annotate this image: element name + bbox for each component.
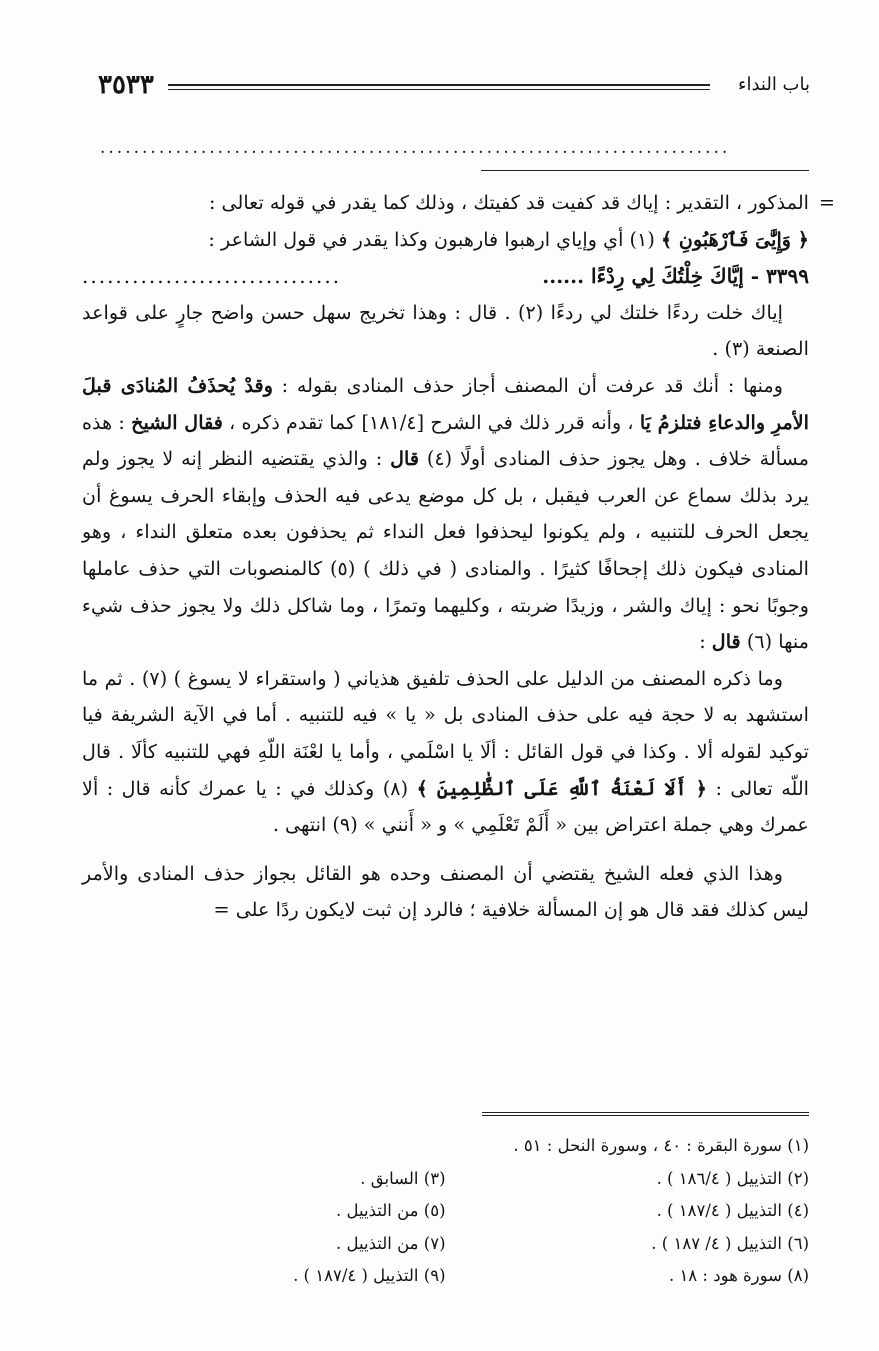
page-header <box>98 70 810 106</box>
header-rule <box>168 84 710 90</box>
page-number: ٣٥٣٣ <box>98 70 154 100</box>
footnote-8: (٨) سورة هود : ١٨ . <box>668 1266 809 1285</box>
footnote-5: (٥) من التذييل . <box>336 1201 446 1220</box>
paragraph-5: وهذا الذي فعله الشيخ يقتضي أن المصنف وحده هو القائل بجواز حذف المنادى والأمر ليس كذلك فقد قال هو إن المسألة خلافية ؛ فالرد إن ثبت لايكون ردًا على = <box>82 861 809 922</box>
main-text <box>82 185 835 929</box>
speaker-label: فقال الشيخ <box>131 410 223 434</box>
footnote-rule <box>482 1112 809 1116</box>
quran-verse: ﴿ وَإِيَّٰىَ فَٱرْهَبُونِ ﴾ <box>660 227 809 251</box>
footnote-2: (٢) التذييل ( ١٨٦/٤ ) . <box>656 1168 809 1188</box>
poem-dots: ............................... <box>82 264 342 289</box>
chapter-title: باب النداء <box>738 74 810 95</box>
speaker-label: قال <box>390 447 420 471</box>
paragraph-2: إياك خلت ردءًا خلتك لي ردءًا (٢) . قال : وهذا تخريج سهل حسن واضح جارٍ على قواعد الصنعة (٣) . <box>82 300 809 361</box>
quran-verse: ﴿ أَلَا لَعْنَةُ ٱللَّهِ عَلَى ٱلظَّٰلِمِينَ ﴾ <box>416 776 708 800</box>
footnote-4: (٤) التذييل ( ١٨٧/٤ ) . <box>656 1201 809 1220</box>
footnote-1: (١) سورة البقرة : ٤٠ ، وسورة النحل : ٥١ . <box>513 1136 809 1155</box>
speaker-label: قال <box>711 630 741 654</box>
footnote-6: (٦) التذييل ( ٤/ ١٨٧ ) . <box>651 1233 809 1253</box>
footnote-7: (٧) من التذييل . <box>336 1233 446 1253</box>
footnote-9: (٩) التذييل ( ١٨٧/٤ ) . <box>293 1266 446 1285</box>
paragraph-3: ومنها : أنك قد عرفت أن المصنف أجاز حذف المنادى بقوله : وقدْ يُحذَفُ المُنادَى قبلَ الأمرِ والدعاءِ فتلزمُ يَا ، وأنه قرر ذلك في الشرح [١٨١/٤] كما تقدم ذكره ، فقال الشيخ : هذه مسألة خلاف . وهل يجوز حذف المنادى أولًا (٤) قال : والذي يقتضيه النظر إنه لا يجوز ولم يرد بذلك سماع عن العرب فيقبل ، بل كل موضع يدعى فيه الحذف وإبقاء الحرف يسوغ أن يجعل الحرف للتنبيه ، ولم يكونوا ليحذفوا فعل النداء ثم يحذفون بعده متعلق النداء ، وهو المنادى فيكون ذلك إجحافًا كثيرًا . والمنادى ( في ذلك ) (٥) كالمنصوبات التي حذف عاملها وجوبًا نحو : إياك والشر ، وزيدًا ضربته ، وكليهما وتمرًا ، وما شاكل ذلك ولا يجوز حذف شيء منها (٦) قال : <box>82 373 810 654</box>
continuation-ellipsis: ........................................................................... <box>100 138 731 158</box>
paragraph-1-cont: ﴿ وَإِيَّٰىَ فَٱرْهَبُونِ ﴾ (١) أي وإياي ارهبوا فارهبون وكذا يقدر في قول الشاعر : <box>208 227 809 251</box>
poem-verse: ٣٣٩٩ - إيَّاكَ خِلْتُكَ لِي رِدْءًا ...... <box>542 264 809 289</box>
continuation-mark: = <box>818 191 835 214</box>
paragraph-1: =المذكور ، التقدير : إياك قد كفيت قد كفيتك ، وذلك كما يقدر في قوله تعالى : <box>82 185 809 222</box>
paragraph-4: وما ذكره المصنف من الدليل على الحذف تلفيق هذياني ( واستقراء لا يسوغ ) (٧) . ثم ما استشهد به لا حجة فيه على حذف المنادى بل « يا » فيه للتنبيه . أما في الآية الشريفة فيا توكيد لقوله ألا . وكذا في قول القائل : ألَا يا اسْلَمي ، وأما يا لعْنَة اللّهِ فهي للتنبيه كألَا . قال اللّه تعالى : ﴿ أَلَا لَعْنَةُ ٱللَّهِ عَلَى ٱلظَّٰلِمِينَ ﴾ (٨) وكذلك في : يا عمرك كأنه قال : ألا عمرك وهي جملة اعتراض بين « أَلَمْ تَعْلَمِي » و « أَنني » (٩) انتهى . <box>82 666 810 837</box>
footnote-3: (٣) السابق . <box>360 1168 446 1188</box>
poem-line <box>82 258 809 295</box>
quoted-rule: وقدْ يُحذَفُ المُنادَى قبلَ الأمرِ والدعاءِ فتلزمُ يَا <box>82 373 810 434</box>
section-rule <box>481 170 809 171</box>
footnotes <box>82 1130 809 1293</box>
